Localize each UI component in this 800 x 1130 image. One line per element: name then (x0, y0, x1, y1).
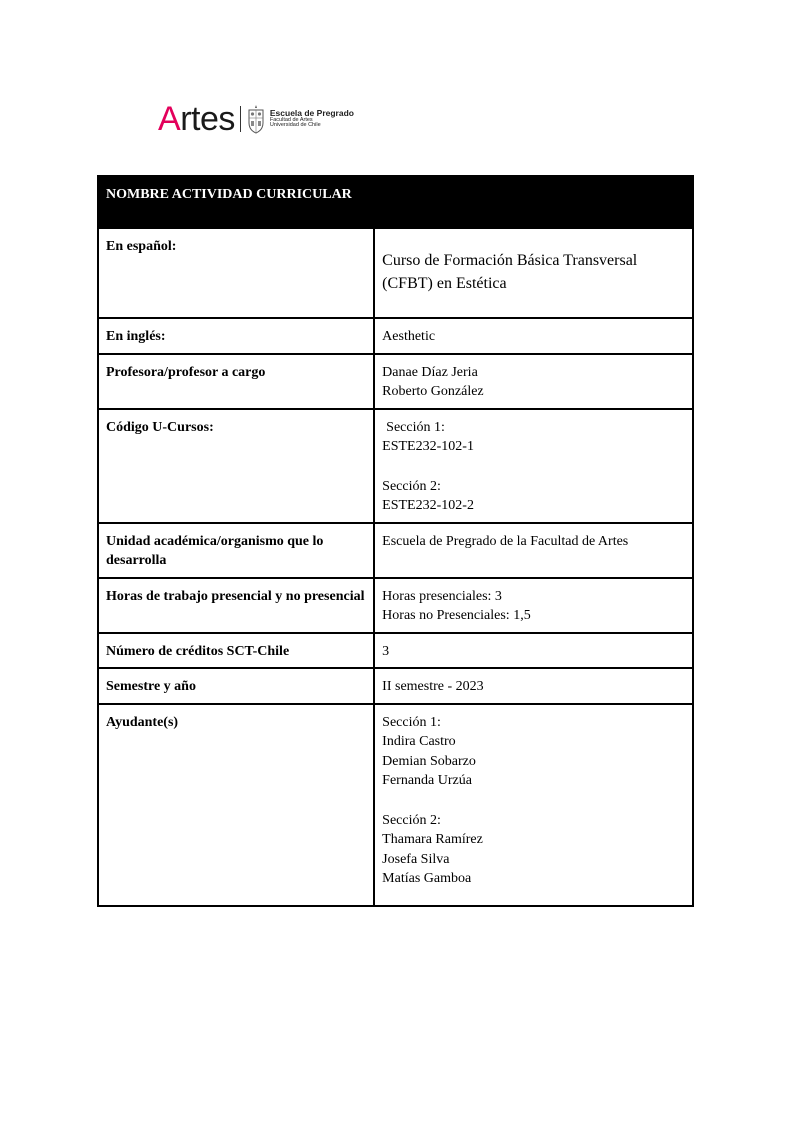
logo-university: Universidad de Chile (269, 122, 321, 129)
row-label-code: Código U-Cursos: (98, 409, 374, 523)
table-row (98, 633, 693, 669)
assistant-name: Josefa Silva (382, 851, 450, 867)
table-row (98, 523, 693, 578)
professor-2: Roberto González (382, 384, 484, 399)
university-seal-icon (246, 104, 266, 134)
row-label-semester: Semestre y año (98, 668, 374, 704)
row-label-unit: Unidad académica/organismo que lo desarrolla (98, 523, 374, 578)
table-row (98, 409, 693, 523)
assistants-section-1-title: Sección 1: (382, 714, 441, 730)
curricular-activity-table (97, 175, 694, 907)
code-section-1: ESTE232-102-1 (382, 439, 474, 454)
table-header-row (98, 176, 693, 228)
hours-presencial: Horas presenciales: 3 (382, 588, 502, 604)
row-value-credits: 3 (374, 633, 693, 669)
faculty-logo (158, 98, 354, 140)
table-row (98, 318, 693, 354)
assistant-name: Demian Sobarzo (382, 753, 476, 769)
logo-divider (240, 106, 241, 132)
code-section-1-title: Sección 1: (386, 419, 445, 435)
row-label-credits: Número de créditos SCT-Chile (98, 633, 374, 669)
row-label-professor: Profesora/profesor a cargo (98, 354, 374, 409)
logo-faculty: Facultad de Artes (269, 116, 313, 123)
assistant-name: Thamara Ramírez (382, 832, 483, 847)
logo-text (270, 109, 354, 129)
hours-no-presencial: Horas no Presenciales: 1,5 (382, 608, 531, 623)
table-title: NOMBRE ACTIVIDAD CURRICULAR (98, 176, 693, 228)
logo-wordmark: Artes (158, 100, 235, 138)
row-label-hours: Horas de trabajo presencial y no presencial (98, 578, 374, 633)
table-row (98, 668, 693, 704)
table-row (98, 228, 693, 318)
row-value-english: Aesthetic (374, 318, 693, 354)
table-row (98, 578, 693, 633)
spanish-name-line-2: (CFBT) en Estética (382, 275, 507, 292)
professor-1: Danae Díaz Jeria (382, 364, 478, 380)
row-label-spanish: En español: (98, 228, 374, 318)
row-value-unit: Escuela de Pregrado de la Facultad de Artes (374, 523, 693, 578)
spanish-name-line-1: Curso de Formación Básica Transversal (382, 252, 638, 269)
table-row (98, 704, 693, 906)
row-value-code (374, 409, 693, 523)
row-value-hours (374, 578, 693, 633)
table-row (98, 354, 693, 409)
code-section-2-title: Sección 2: (382, 478, 441, 494)
row-label-english: En inglés: (98, 318, 374, 354)
assistant-name: Fernanda Urzúa (382, 773, 472, 788)
assistant-name: Matías Gamboa (382, 871, 472, 886)
row-value-semester: II semestre - 2023 (374, 668, 693, 704)
row-value-spanish (374, 228, 693, 318)
row-value-professor (374, 354, 693, 409)
logo-school: Escuela de Pregrado (269, 107, 354, 118)
row-value-assistants (374, 704, 693, 906)
row-label-assistants: Ayudante(s) (98, 704, 374, 906)
code-section-2: ESTE232-102-2 (382, 498, 474, 513)
assistant-name: Indira Castro (382, 734, 456, 749)
assistants-section-2-title: Sección 2: (382, 812, 441, 828)
